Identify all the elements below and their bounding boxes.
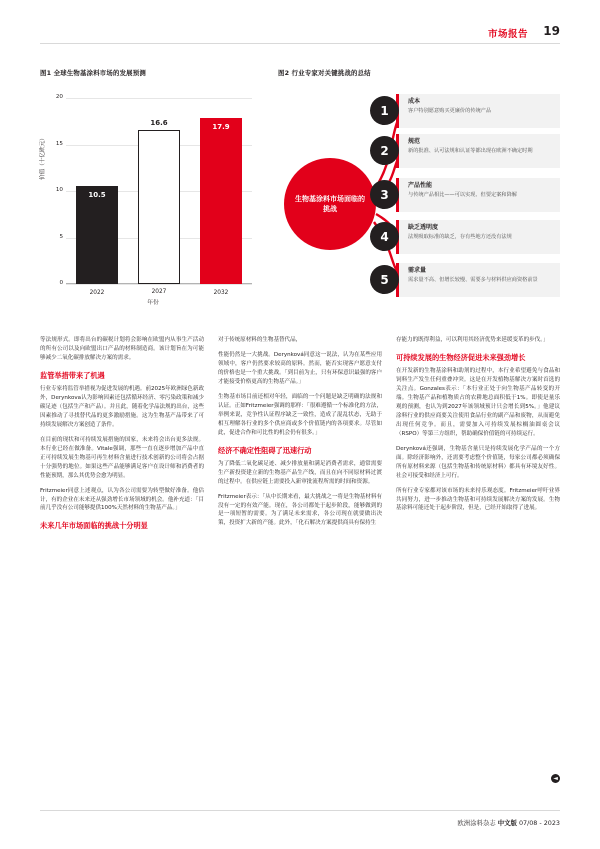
- chart-bar-value: 16.6: [147, 118, 170, 128]
- diagram-item-panel: [396, 178, 560, 212]
- chart-y-tick: 5: [59, 233, 63, 240]
- challenges-diagram: [278, 84, 560, 322]
- diagram-item-desc: 需求量不高、但增长较慢、需要多与材料供应商资格前景: [408, 276, 538, 283]
- footer-prefix: 欧洲涂料杂志: [457, 819, 498, 827]
- diagram-item-title: 缺乏透明度: [408, 224, 439, 231]
- chart-y-tick: 10: [55, 187, 63, 193]
- bar-chart: [40, 84, 266, 322]
- chart-y-tick: 0: [59, 280, 63, 286]
- chart-y-tick: 20: [55, 94, 63, 100]
- footer-issue: 07/08 - 2023: [516, 819, 560, 827]
- chart-y-axis-label: 价值（十亿欧元）: [40, 135, 46, 180]
- body-paragraph: 对于传统原材料的生物基替代品，: [218, 337, 302, 343]
- diagram-item: [370, 94, 560, 128]
- diagram-item-desc: 法规吸取标准的缺乏，存有些地方还没有法规: [408, 233, 512, 240]
- diagram-item-desc: 与传统产品相比——可以实现、但要定案和降解: [408, 191, 517, 198]
- page-header: [0, 22, 600, 44]
- section-title: 市场报告: [487, 29, 528, 40]
- diagram-item: [370, 263, 560, 297]
- diagram-item-panel: [396, 220, 560, 254]
- body-paragraph: 为了降低二氧化碳足迹、减少排放量和满足消费者需求，通常需要生产新投资建立新的生物基产品生产线，而且在向不同原材料过渡的过程中。在供应链上需要投入新审批流程所需的时间和资源。: [218, 460, 382, 485]
- body-paragraph: Fritzmeier表示：「从中长期来看，最大挑战之一将是生物基材料有没有一定的有效产能。现在，各公司都处于起步阶段，能够做到的是一项短暂的需要。为了满足未来需求，各公司现在就要做出决策，投资扩大新的产能。此外，「化石解决方案提供商具有保持生: [218, 493, 382, 527]
- chart-bar-value: 10.5: [88, 191, 106, 200]
- body-subheading: 监管举措带来了机遇: [40, 370, 105, 380]
- header-divider: [40, 43, 560, 44]
- body-paragraph: Fritzmeier同意上述观点，认为各公司需要为转型做好准备。他估计，有的企业在未来还从强劲增长市场领域的机会。他补充道：「目前几乎没有公司能够提供100%天然材料的生物基产品。」: [40, 487, 204, 512]
- body-paragraph: 在目前的现状和可持续发展措施的国家，未来将会出台更多法规。本行业已经在做准备。Vitale强调，那些一直在逐步增加产品中直正可持续发展生物基可再生材料含量进行技术创新的公司将会占据十分强势的地位。如果这些产品能够满足客户在设计师和消费者的性能预期，那么其优势会愈为明显。: [40, 436, 204, 479]
- diagram-item-title: 产品性能: [408, 182, 433, 189]
- chart-gridline: [66, 98, 252, 99]
- diagram-item: [370, 134, 560, 168]
- diagram-item-title: 规范: [408, 138, 421, 145]
- page-number: 19: [543, 24, 560, 38]
- body-subheading: 未来几年市场面临的挑战十分明显: [40, 521, 148, 531]
- chart-x-axis-label: 年份: [147, 300, 159, 306]
- chart-plot-area: [55, 94, 252, 296]
- diagram-item-number: 2: [370, 136, 399, 165]
- chart-bar: [76, 186, 118, 296]
- diagram-item-panel: [396, 134, 560, 168]
- article-body: [40, 336, 560, 794]
- diagram-item-panel: [396, 94, 560, 128]
- body-paragraph: 存能力的既得利益，可以利用其经济优势来延缓变革的步伐。」: [396, 337, 549, 343]
- diagram-item-panel: [396, 263, 560, 297]
- diagram-item-number: 3: [370, 180, 399, 209]
- body-paragraph: 等法规形式。即将出台的碳税计划将会影响在欧盟内从事生产活动的所有公司以及向欧盟出口产品的材料制造商。该计划旨在为可能够减少二氧化碳排放解决方案的需求。: [40, 337, 204, 361]
- chart-gridline: [66, 284, 252, 285]
- body-paragraph: 行业专家将监管举措视为促进发展的机遇。前2025年欧洲绿色新政外，Derynkova认为影响因素还包括循环经济、零污染政策和减少碳足迹（包括生产和产品）。并且此，随着化学品法规的出台，这些因素推动了寻找替代品的更多激励措施。这为生物基产品带来了可持续发展解决方案创造了条件。: [40, 385, 204, 428]
- footer-text: [457, 818, 560, 827]
- figure1-caption: 图1 全球生物基涂料市场的发展预测: [40, 69, 146, 77]
- diagram-item-title: 成本: [408, 98, 421, 105]
- body-paragraph: 生物基市场目前还相对年轻，面临的一个问题是缺乏明确的法规和认证。正如Fritzmeier强调的那样：「很难遵循一个标准化的方法，举例来说，竞争性认证程序缺乏一致性，造成了混乱状态，无助于相互理解各行业的多个供应商或多个价值链内的各项要求。尽管如此，促进合作和可比性的机会仍有很多。」: [218, 393, 382, 436]
- chart-bar: [200, 118, 242, 296]
- diagram-item-number: 5: [370, 265, 399, 294]
- diagram-hub: 生物基涂料市场面临的挑战: [284, 158, 376, 250]
- figure2-caption: 图2 行业专家对关键挑战的总结: [278, 69, 371, 77]
- diagram-item: [370, 220, 560, 254]
- chart-y-tick: 15: [55, 140, 63, 147]
- chart-bar-value: 17.9: [212, 122, 230, 131]
- chart-bar: [138, 118, 180, 295]
- footer-divider: [40, 810, 560, 811]
- body-subheading: 经济不确定性阻碍了迅速行动: [218, 445, 312, 455]
- diagram-item-desc: 客户特别愿意购买更廉价的传统产品: [408, 107, 492, 114]
- continue-marker: ◄: [551, 774, 560, 783]
- chart-x-tick: 2027: [151, 289, 167, 295]
- diagram-item-number: 1: [370, 96, 399, 125]
- diagram-item-number: 4: [370, 222, 399, 251]
- body-paragraph: 所有行业专家都对该市场的未来持乐观态度。Fritzmeier呼吁业界共同努力，进一步推动生物基和可持续发展解决方案的发展。生物基涂料可能还处于起步阶段，但是，已经开始取得了进展。: [396, 487, 560, 512]
- diagram-item: [370, 178, 560, 212]
- diagram-item-title: 需求量: [408, 267, 427, 274]
- body-paragraph: 性能仍然是一大挑战。Derynková同意这一说法，认为在某些应用领域中，客户仍然要求较高的原料。然而，能否实现客户愿意支付的价格也是一个重大挑战。「到目前为止，只有环保意识最强的客户才能接受价格更高的生物基产品。」: [218, 351, 382, 385]
- footer-edition: 中文版: [497, 819, 517, 827]
- chart-x-tick: 2022: [89, 290, 105, 296]
- body-subheading: 可持续发展的生物经济促进未来强劲增长: [396, 352, 526, 362]
- body-paragraph: Derynková还强调，生物基含量只是持续发展化学产品的一个方面。除经济影响外，还需要考虑整个价值链，每家公司都必须确保所有原材料来源（包括生物基和传统原材料）都具有环境友好性。社会可接受和经济上可行。: [396, 445, 560, 479]
- chart-x-tick: 2032: [213, 290, 229, 296]
- body-paragraph: 在开发新的生物基涂料和助剂的过程中，本行业希望避免与食品和饲料生产发生任何重叠冲突。这是在开发植物基解决方案时首选的关注点。Gonzales表示：「本行业正处于向生物基产品转变的开端。生物基产品和植物质占的农耕地总面积低于1%。即使是量乐观的预测，也认为到2027年该领域预计只会增长到5%。」他建议涂料行业的供应商要关注使用食品行业的副产品和废物，从而避免出现任何竞争。而且，需要加入可持续发展棕榈油圆桌会议（RSPO）等第三方组织，帮助确保价值链的可持续运行。: [396, 367, 560, 437]
- diagram-item-desc: 新的批准、认可法规和认证等都出现在欧洲不确定时期: [408, 147, 533, 154]
